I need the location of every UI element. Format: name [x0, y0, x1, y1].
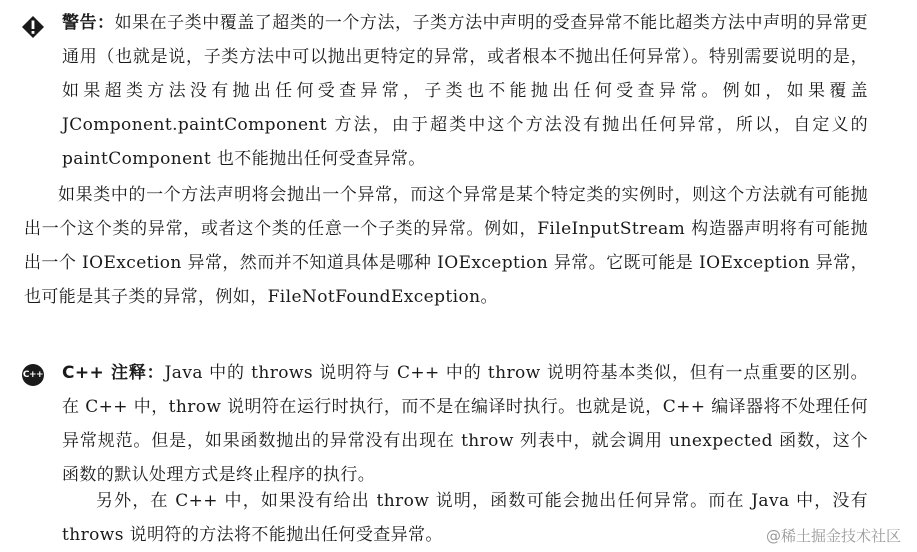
cpp-note: [62, 356, 868, 492]
warning-text: 如果在子类中覆盖了超类的一个方法，子类方法中声明的受查异常不能比超类方法中声明的异常更通用（也就是说，子类方法中可以抛出更特定的异常，或者根本不抛出任何异常）。特别需要说明的是，如果超类方法没有抛出任何受查异常，子类也不能抛出任何受查异常。例如，如果覆盖 JComponent.paintComponent 方法，由于超类中这个方法没有抛出任何异常，所以，自定义的 paintComponent 也不能抛出任何受查异常。: [62, 13, 868, 169]
cpp-note-text: Java 中的 throws 说明符与 C++ 中的 throw 说明符基本类似，但有一点重要的区别。在 C++ 中，throw 说明符在运行时执行，而不是在编译时执行。也就是说，C++ 编译器将不处理任何异常规范。但是，如果函数抛出的异常没有出现在 throw 列表中，就会调用 unexpected 函数，这个函数的默认处理方式是终止程序的执行。: [62, 363, 868, 485]
warning-label: 警告：: [62, 13, 115, 33]
body-paragraph: 如果类中的一个方法声明将会抛出一个异常，而这个异常是某个特定类的实例时，则这个方法就有可能抛出一个这个类的异常，或者这个类的任意一个子类的异常。例如，FileInputStream 构造器声明将有可能抛出一个 IOExcetion 异常，然而并不知道具体是哪种 IOException 异常。它既可能是 IOException 异常，也可能是其子类的异常，例如，FileNotFoundException。: [24, 185, 868, 307]
warning-note: [62, 6, 868, 176]
watermark: @稀土掘金技术社区: [765, 527, 901, 545]
cpp-icon: C++: [22, 364, 44, 386]
cpp-note-second-paragraph: 另外，在 C++ 中，如果没有给出 throw 说明，函数可能会抛出任何异常。而在 Java 中，没有 throws 说明符的方法将不能抛出任何受查异常。: [62, 491, 868, 545]
cpp-note-label: C++ 注释：: [62, 363, 165, 383]
warning-icon: [22, 16, 44, 38]
